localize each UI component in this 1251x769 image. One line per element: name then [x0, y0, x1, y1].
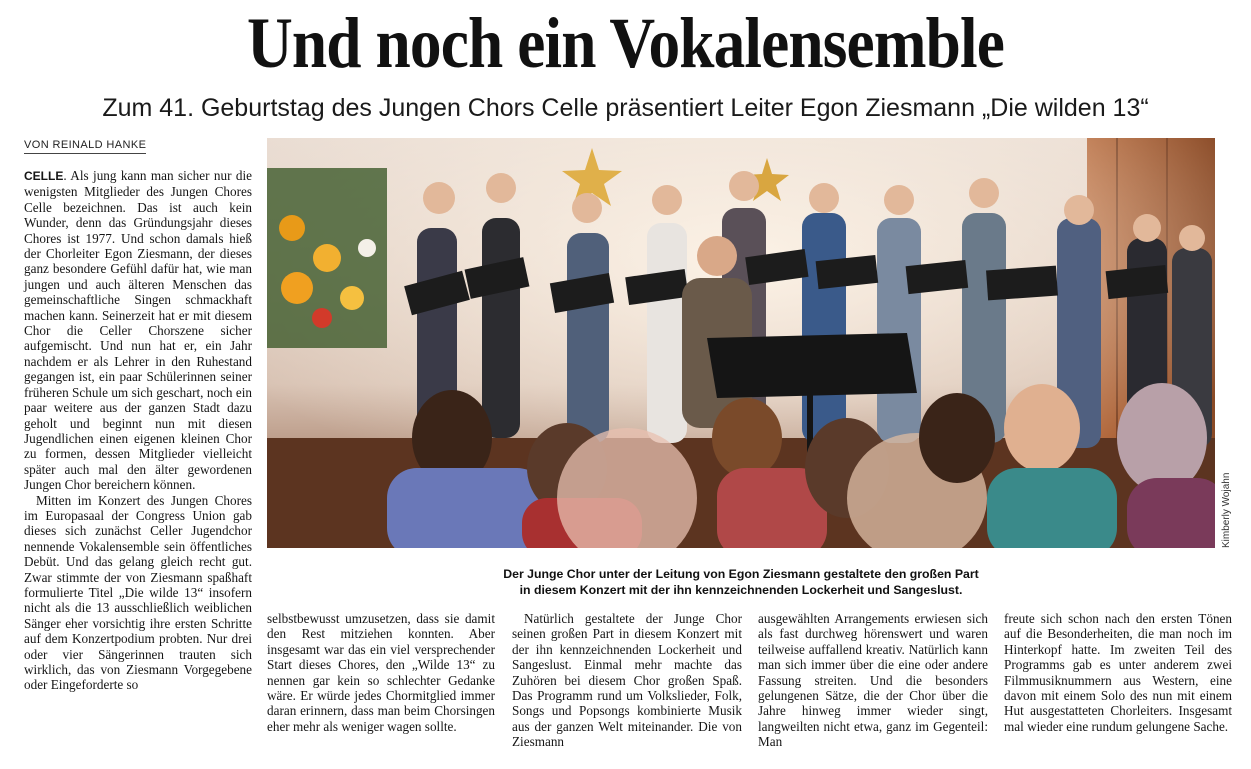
- dateline: CELLE: [24, 169, 64, 183]
- article-column-4-text: ausgewählten Arrangements erwiesen sich als fast durchweg hörenswert und waren teilweise auffallend kreativ. Natürlich kann man sich immer über die eine oder andere Fassung streiten. Und die besonders gelungenen Sätze, die der Chor über die Jahre hinweg immer wieder singt, langweilten nicht etwa, ganz im Gegenteil: Man: [758, 611, 988, 750]
- article-column-5-text: freute sich schon nach den ersten Tönen auf die Besonderheiten, die man noch im Hinterkopf hatte. Im zweiten Teil des Programms gab es unter anderem zwei Filmmusiknummern aus Western, eine davon mit einem Solo des nun mit einem Hut ausgestatteten Chorleiters. Insgesamt mal wieder eine rundum gelungene Sache.: [1004, 611, 1232, 734]
- photo-caption-line-2: in diesem Konzert mit der ihn kennzeichnenden Lockerheit und Sangeslust.: [519, 583, 963, 597]
- article-column-2: [267, 611, 495, 734]
- article-column-5: [1004, 611, 1232, 734]
- article-paragraph-2: Mitten im Konzert des Jungen Chores im Europasaal der Congress Union gab dieses sich zunächst Celler Jugendchor nennende Vokalensemble sein öffentliches Debüt. Und das gelang gleich recht gut. Zwar stimmte der von Ziesmann spaßhaft formulierte Titel „Die wilde 13“ insofern nicht als die 13 ausschließlich weiblichen Sänger eher vorsichtig ihre ersten Schritte auf dem Konzertpodium probten. Nur drei oder vier Sängerinnen trauten sich wirklich, das von Ziesmann Vorgegebene oder Eingeforderte so: [24, 492, 252, 693]
- article-column-4: [758, 611, 988, 750]
- photo-credit: Kimberly Wojahn: [1221, 472, 1232, 548]
- subheadline: Zum 41. Geburtstag des Jungen Chors Celle präsentiert Leiter Egon Ziesmann „Die wilden 13“: [102, 94, 1149, 122]
- article-paragraph-1-text: . Als jung kann man sicher nur die wenigsten Mitglieder des Jungen Chores Celle bezeichnen. Das ist auch kein Wunder, denn das Gründungsjahr dieses Chores ist 1977. Und schon damals hieß der Chorleiter Egon Ziesmann, der dieses ganz besondere Gefühl dafür hat, wie man jungen und auch älteren Menschen das gemeinschaftliche Singen schmackhaft machen kann. Seinerzeit hat er mit diesem Chor die Celler Chorszene sicher aufgemischt. Und nun hat er, ein Jahr nachdem er als Lehrer in den Ruhestand gegangen ist, ein paar Schülerinnen seiner früheren Schule um sich geschart, noch ein paar weitere aus der ganzen Stadt dazu geholt und beginnt nun mit diesen Jugendlichen einen eigenen kleinen Chor zu formen, dessen Mitglieder vielleicht später auch mal den älter gewordenen Jungen Chor bereichern können.: [24, 168, 252, 493]
- photo-caption: [267, 566, 1215, 598]
- article-column-3: [512, 611, 742, 750]
- article-column-2-text: selbstbewusst umzusetzen, dass sie damit den Rest mitziehen konnten. Aber insgesamt war das ein viel versprechender Start dieses Chores, den „Wilde 13“ zu nennen gar kein so schlechter Gedanke wäre. Er würde jedes Chormitglied immer daran erinnern, dass man beim Chorsingen eher mehr als weniger wagen sollte.: [267, 611, 495, 734]
- article-paragraph-1: [24, 168, 252, 493]
- headline: Und noch ein Vokalensemble: [247, 3, 1004, 83]
- article-column-1: [24, 168, 252, 693]
- byline: VON REINALD HANKE: [24, 138, 146, 154]
- photo-caption-line-1: Der Junge Chor unter der Leitung von Egon Ziesmann gestaltete den großen Part: [503, 567, 979, 581]
- article-column-3-text: Natürlich gestaltete der Junge Chor seinen großen Part in diesem Konzert mit der ihn kennzeichnenden Lockerheit und Sangeslust. Einmal mehr machte das Zuhören bei diesem Chor großen Spaß. Das Programm rund um Volkslieder, Folk, Songs und Popsongs kombinierte Musik aus der ganzen Welt miteinander. Die von Ziesmann: [512, 611, 742, 750]
- choir-photo: [267, 138, 1215, 548]
